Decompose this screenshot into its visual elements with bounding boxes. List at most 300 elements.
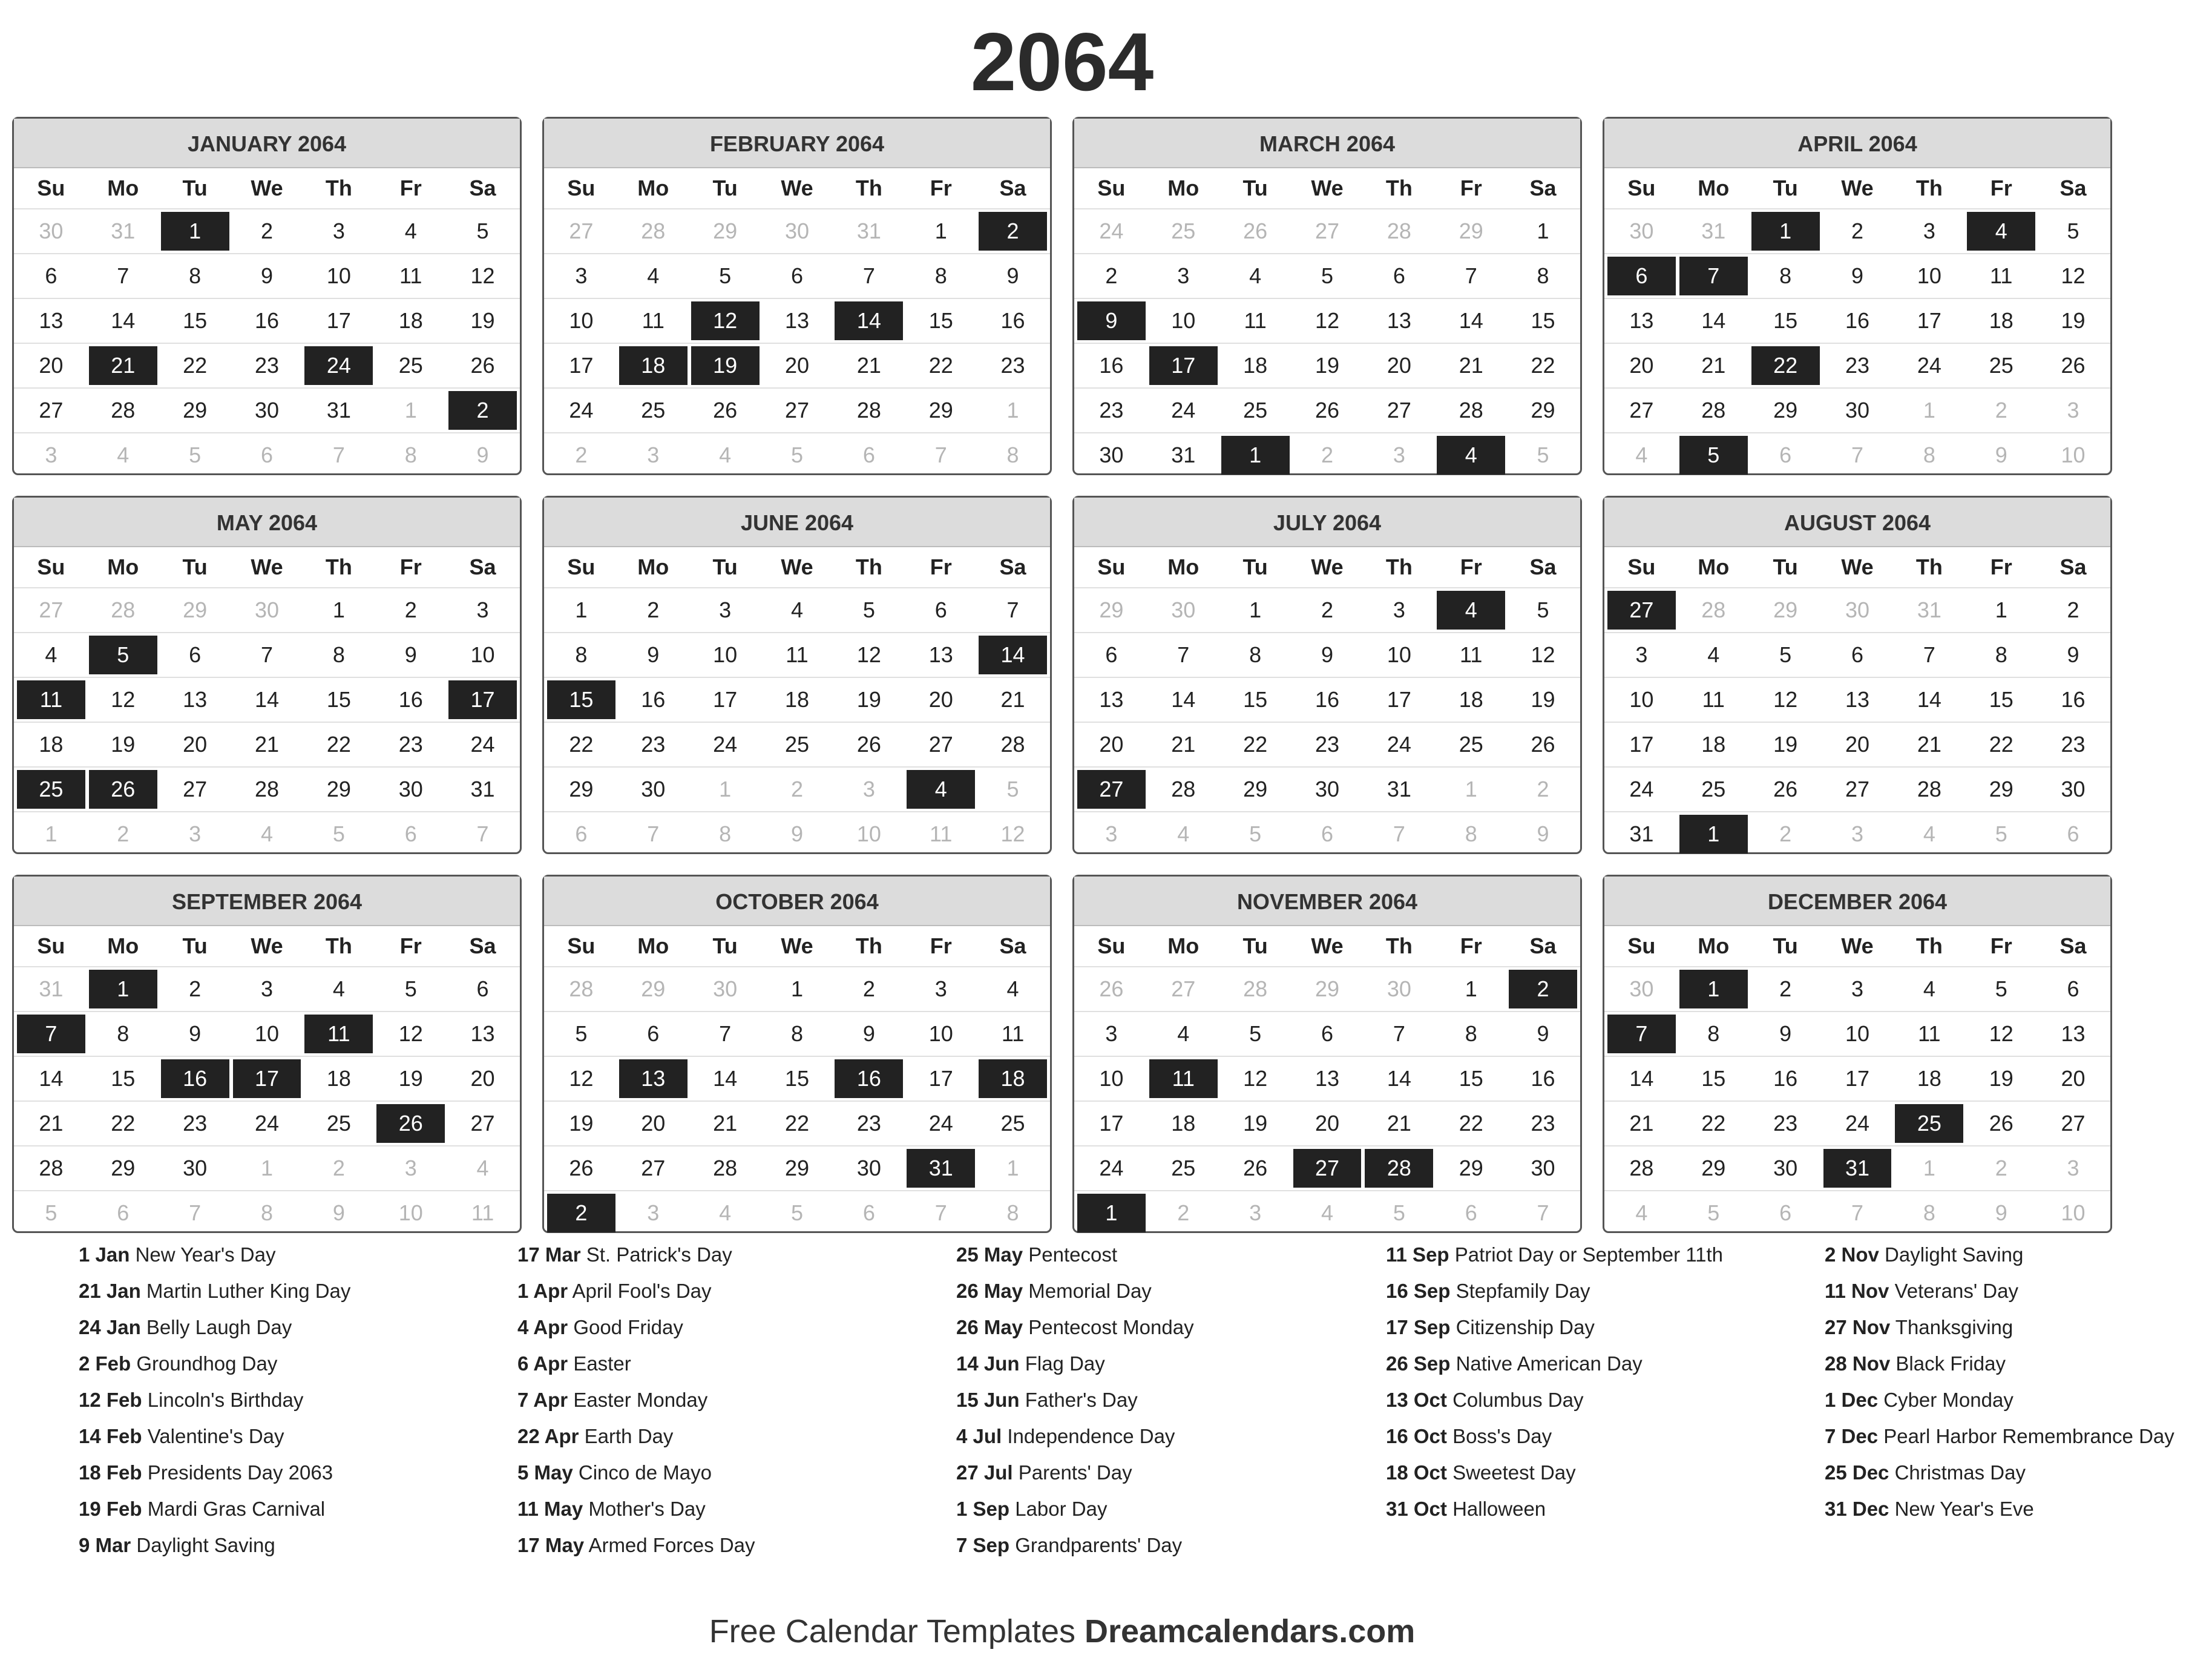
holiday-date: 11 Nov [1825,1280,1889,1302]
day-cell: 5 [1321,263,1333,288]
adjacent-month-day-cell: 5 [1537,442,1549,467]
holiday-date: 9 Mar [79,1534,131,1556]
day-cell: 3 [1923,219,1935,243]
day-cell: 15 [1243,687,1268,712]
holiday-day-cell: 16 [835,1059,903,1098]
holiday-date: 2 Nov [1825,1243,1879,1266]
day-cell: 8 [1537,263,1549,288]
day-cell: 27 [470,1111,495,1136]
day-cell: 18 [398,308,423,333]
adjacent-month-day-cell: 24 [1099,219,1124,243]
weekday-label: Tu [712,176,738,200]
adjacent-month-day-cell: 4 [1635,1200,1648,1225]
day-cell: 2 [647,597,660,622]
week-row [1604,387,2110,432]
holiday-date: 16 Oct [1386,1425,1447,1447]
weekday-header-row [1074,168,1580,208]
day-cell: 26 [569,1156,594,1180]
week-row [1074,811,1580,856]
page-title: 2064 [970,16,1154,108]
adjacent-month-day-cell: 6 [575,821,588,846]
week-row [14,966,520,1011]
day-cell: 23 [1314,732,1340,757]
holiday-name: Valentine's Day [147,1425,284,1447]
day-cell: 2 [2067,597,2079,622]
day-cell: 16 [1314,687,1340,712]
day-cell: 1 [790,976,803,1001]
weekday-label: Mo [1698,176,1730,200]
holiday-column [79,1241,466,1568]
holiday-date: 7 Apr [517,1389,568,1411]
day-cell: 15 [1531,308,1555,333]
holiday-column [1386,1241,1773,1531]
holiday-name: Boss's Day [1452,1425,1552,1447]
holiday-item [1386,1350,1773,1377]
weekday-label: Th [1915,933,1943,958]
day-cell: 9 [260,263,273,288]
holiday-item [517,1386,905,1413]
day-cell: 7 [117,263,130,288]
day-cell: 2 [1779,976,1792,1001]
weekday-label: Th [1915,176,1943,200]
day-cell: 13 [1314,1066,1340,1091]
day-cell: 7 [1006,597,1019,622]
day-cell: 7 [1923,642,1935,667]
day-cell: 4 [404,219,417,243]
weekday-header-row [544,547,1050,587]
day-cell: 28 [1000,732,1025,757]
day-cell: 11 [1990,263,2013,288]
day-cell: 19 [1314,353,1340,378]
day-cell: 3 [1177,263,1190,288]
holiday-day-cell: 27 [1293,1149,1362,1188]
day-cell: 24 [569,398,594,423]
day-cell: 11 [399,263,422,288]
day-cell: 26 [1773,777,1798,801]
day-cell: 15 [784,1066,810,1091]
day-cell: 12 [1989,1021,2013,1046]
adjacent-month-day-cell: 3 [1249,1200,1262,1225]
day-cell: 13 [928,642,953,667]
holiday-item [1386,1495,1773,1522]
day-cell: 16 [1845,308,1870,333]
day-cell: 16 [398,687,423,712]
adjacent-month-day-cell: 3 [45,442,57,467]
day-cell: 15 [1989,687,2013,712]
adjacent-month-day-cell: 27 [1314,219,1340,243]
holiday-name: Columbus Day [1452,1389,1584,1411]
day-cell: 2 [862,976,875,1001]
holiday-date: 14 Feb [79,1425,142,1447]
day-cell: 14 [1387,1066,1411,1091]
adjacent-month-day-cell: 28 [1701,597,1726,622]
holiday-name: Stepfamily Day [1456,1280,1590,1302]
day-cell: 30 [641,777,666,801]
weekday-label: Th [1385,176,1413,200]
week-row [14,722,520,766]
holiday-item [956,1459,1344,1486]
holiday-item [1825,1423,2212,1450]
adjacent-month-day-cell: 3 [1393,442,1405,467]
day-cell: 18 [326,1066,351,1091]
holiday-name: Mother's Day [588,1498,706,1520]
adjacent-month-day-cell: 7 [934,1200,947,1225]
adjacent-month-day-cell: 8 [1923,442,1935,467]
weekday-label: Sa [2059,933,2087,958]
week-row [544,1011,1050,1056]
weekday-label: Mo [637,933,669,958]
weekday-label: We [781,933,813,958]
day-cell: 19 [111,732,136,757]
adjacent-month-day-cell: 7 [189,1200,202,1225]
holiday-day-cell: 12 [691,301,760,340]
day-cell: 30 [1773,1156,1798,1180]
adjacent-month-day-cell: 7 [1851,1200,1863,1225]
day-cell: 24 [1171,398,1196,423]
day-cell: 8 [1465,1021,1477,1046]
day-cell: 27 [2061,1111,2086,1136]
day-cell: 10 [1099,1066,1124,1091]
day-cell: 5 [1249,1021,1262,1046]
holiday-item [956,1241,1344,1268]
day-cell: 4 [1177,1021,1190,1046]
day-cell: 15 [183,308,208,333]
day-cell: 23 [1773,1111,1798,1136]
month-title: JANUARY 2064 [14,119,520,168]
day-cell: 14 [713,1066,738,1091]
day-cell: 10 [470,642,495,667]
weekday-label: Tu [712,554,738,579]
adjacent-month-day-cell: 2 [1995,1156,2007,1180]
weekday-label: Th [325,176,352,200]
day-cell: 28 [713,1156,738,1180]
day-cell: 24 [1099,1156,1124,1180]
month-title: DECEMBER 2064 [1604,877,2110,926]
day-cell: 22 [183,353,208,378]
day-cell: 3 [260,976,273,1001]
day-cell: 26 [2061,353,2086,378]
day-cell: 13 [1387,308,1411,333]
day-cell: 18 [39,732,64,757]
day-cell: 19 [1989,1066,2013,1091]
day-cell: 9 [1321,642,1333,667]
holiday-day-cell: 5 [89,636,157,674]
holiday-day-cell: 5 [1679,436,1748,475]
week-row [544,253,1050,298]
day-cell: 6 [1393,263,1405,288]
holiday-item [956,1350,1344,1377]
adjacent-month-day-cell: 26 [1099,976,1124,1001]
week-row [1604,966,2110,1011]
holiday-item [79,1459,466,1486]
holiday-name: Easter [573,1352,631,1375]
adjacent-month-day-cell: 11 [471,1200,494,1225]
day-cell: 28 [1459,398,1483,423]
holiday-day-cell: 1 [1679,970,1748,1008]
holiday-name: Cyber Monday [1883,1389,2013,1411]
week-row [544,387,1050,432]
week-row [544,1056,1050,1100]
day-cell: 22 [928,353,953,378]
day-cell: 30 [398,777,423,801]
holiday-day-cell: 4 [907,770,975,809]
holiday-item [517,1495,905,1522]
weekday-label: Tu [182,554,208,579]
day-cell: 17 [713,687,738,712]
month-calendar [1072,117,1582,475]
holiday-name: St. Patrick's Day [586,1243,732,1266]
day-cell: 17 [928,1066,953,1091]
holiday-day-cell: 14 [979,636,1047,674]
adjacent-month-day-cell: 28 [641,219,666,243]
adjacent-month-day-cell: 4 [1923,821,1935,846]
day-cell: 28 [1629,1156,1654,1180]
holiday-day-cell: 18 [619,346,688,385]
week-row [14,298,520,343]
adjacent-month-day-cell: 5 [45,1200,57,1225]
adjacent-month-day-cell: 6 [117,1200,130,1225]
day-cell: 24 [1387,732,1411,757]
adjacent-month-day-cell: 28 [111,597,136,622]
day-cell: 9 [2067,642,2079,667]
weekday-label: Su [1097,933,1126,958]
weekday-label: We [781,554,813,579]
day-cell: 18 [1701,732,1726,757]
day-cell: 10 [1917,263,1941,288]
footer [0,1607,2124,1656]
holiday-date: 26 Sep [1386,1352,1451,1375]
week-row [544,766,1050,811]
day-cell: 10 [1629,687,1654,712]
holiday-day-cell: 11 [17,680,85,719]
day-cell: 17 [1845,1066,1870,1091]
day-cell: 25 [1171,1156,1196,1180]
weekday-label: Su [37,554,65,579]
day-cell: 6 [647,1021,660,1046]
day-cell: 11 [1001,1021,1025,1046]
week-row [14,1190,520,1235]
holiday-day-cell: 17 [448,680,517,719]
holiday-name: Groundhog Day [136,1352,278,1375]
holiday-day-cell: 2 [1509,970,1577,1008]
adjacent-month-day-cell: 7 [934,442,947,467]
weekday-label: Th [1915,554,1943,579]
weekday-label: Mo [107,176,139,200]
day-cell: 11 [1918,1021,1941,1046]
day-cell: 1 [1465,976,1477,1001]
adjacent-month-day-cell: 1 [1923,1156,1935,1180]
day-cell: 13 [1845,687,1870,712]
day-cell: 20 [1845,732,1870,757]
week-row [1074,1056,1580,1100]
adjacent-month-day-cell: 31 [1701,219,1726,243]
day-cell: 29 [183,398,208,423]
holiday-day-cell: 4 [1437,436,1505,475]
day-cell: 3 [476,597,489,622]
day-cell: 8 [575,642,588,667]
week-row [1604,1056,2110,1100]
adjacent-month-day-cell: 6 [1779,442,1792,467]
day-cell: 6 [1321,1021,1333,1046]
adjacent-month-day-cell: 9 [1995,442,2007,467]
weekday-label: We [251,933,283,958]
holiday-day-cell: 1 [1077,1194,1146,1232]
adjacent-month-day-cell: 3 [647,1200,660,1225]
adjacent-month-day-cell: 1 [1006,1156,1019,1180]
day-cell: 21 [1459,353,1483,378]
week-row [1604,1190,2110,1235]
day-cell: 2 [189,976,202,1001]
week-row [1074,677,1580,722]
day-cell: 5 [1995,976,2007,1001]
weekday-label: Th [855,933,882,958]
week-row [1604,766,2110,811]
day-cell: 31 [1629,821,1654,846]
holiday-day-cell: 18 [979,1059,1047,1098]
holiday-column [956,1241,1344,1568]
adjacent-month-day-cell: 5 [332,821,345,846]
holiday-column [1825,1241,2212,1531]
adjacent-month-day-cell: 3 [189,821,202,846]
holiday-name: Halloween [1452,1498,1546,1520]
adjacent-month-day-cell: 2 [1779,821,1792,846]
day-cell: 25 [1701,777,1726,801]
holiday-date: 31 Oct [1386,1498,1447,1520]
day-cell: 1 [575,597,588,622]
day-cell: 30 [183,1156,208,1180]
day-cell: 25 [641,398,666,423]
week-row [1074,1100,1580,1145]
day-cell: 12 [1531,642,1555,667]
adjacent-month-day-cell: 1 [45,821,57,846]
day-cell: 10 [326,263,351,288]
week-row [544,722,1050,766]
day-cell: 11 [1702,687,1725,712]
weekday-label: Su [567,554,596,579]
day-cell: 9 [189,1021,202,1046]
holiday-name: Thanksgiving [1895,1316,2013,1338]
holiday-date: 17 May [517,1534,585,1556]
holiday-day-cell: 2 [979,212,1047,251]
holiday-item [1825,1314,2212,1341]
day-cell: 12 [2061,263,2086,288]
adjacent-month-day-cell: 5 [1995,821,2007,846]
holiday-day-cell: 17 [233,1059,301,1098]
day-cell: 5 [2067,219,2079,243]
day-cell: 29 [111,1156,136,1180]
day-cell: 30 [1531,1156,1555,1180]
day-cell: 27 [1387,398,1411,423]
weekday-label: Sa [469,176,496,200]
week-row [1074,766,1580,811]
day-cell: 6 [790,263,803,288]
holiday-date: 15 Jun [956,1389,1020,1411]
month-title: FEBRUARY 2064 [544,119,1050,168]
holiday-day-cell: 1 [1751,212,1820,251]
day-cell: 2 [1321,597,1333,622]
holiday-day-cell: 28 [1365,1149,1433,1188]
adjacent-month-day-cell: 6 [862,1200,875,1225]
holiday-day-cell: 31 [907,1149,975,1188]
holiday-day-cell: 26 [89,770,157,809]
day-cell: 24 [254,1111,280,1136]
week-row [14,811,520,856]
day-cell: 23 [1000,353,1025,378]
month-title: AUGUST 2064 [1604,498,2110,547]
holiday-day-cell: 14 [835,301,903,340]
day-cell: 2 [260,219,273,243]
day-cell: 15 [1701,1066,1726,1091]
adjacent-month-day-cell: 30 [1629,219,1654,243]
week-row [544,208,1050,253]
weekday-label: Th [1385,554,1413,579]
adjacent-month-day-cell: 3 [1105,821,1118,846]
holiday-name: Mardi Gras Carnival [147,1498,326,1520]
holiday-item [956,1495,1344,1522]
day-cell: 7 [1465,263,1477,288]
weekday-label: Tu [1773,933,1798,958]
day-cell: 26 [713,398,738,423]
week-row [14,632,520,677]
adjacent-month-day-cell: 1 [1006,398,1019,423]
holiday-date: 27 Jul [956,1461,1013,1484]
weekday-label: Tu [712,933,738,958]
adjacent-month-day-cell: 7 [332,442,345,467]
day-cell: 15 [1459,1066,1483,1091]
weekday-header-row [1074,926,1580,966]
week-row [544,1145,1050,1190]
adjacent-month-day-cell: 2 [1321,442,1333,467]
day-cell: 22 [1989,732,2013,757]
week-row [1604,632,2110,677]
day-cell: 3 [1393,597,1405,622]
holiday-item [517,1314,905,1341]
day-cell: 29 [569,777,594,801]
day-cell: 10 [254,1021,280,1046]
day-cell: 26 [1314,398,1340,423]
day-cell: 28 [1171,777,1196,801]
day-cell: 24 [470,732,495,757]
holiday-name: Good Friday [573,1316,683,1338]
day-cell: 4 [647,263,660,288]
holiday-name: Native American Day [1456,1352,1643,1375]
holiday-name: Black Friday [1895,1352,2006,1375]
day-cell: 14 [1629,1066,1654,1091]
adjacent-month-day-cell: 6 [260,442,273,467]
footer-site-link[interactable]: Dreamcalendars.com [1085,1613,1416,1650]
day-cell: 23 [1531,1111,1555,1136]
month-calendar [12,496,522,854]
day-cell: 22 [1531,353,1555,378]
weekday-label: Fr [1990,176,2012,200]
day-cell: 16 [2061,687,2086,712]
footer-prefix: Free Calendar Templates [709,1613,1075,1650]
month-calendar [1603,496,2112,854]
adjacent-month-day-cell: 5 [1393,1200,1405,1225]
day-cell: 19 [1243,1111,1268,1136]
week-row [1604,677,2110,722]
holiday-date: 7 Sep [956,1534,1010,1556]
day-cell: 6 [1851,642,1863,667]
holiday-item [1386,1423,1773,1450]
day-cell: 16 [1531,1066,1555,1091]
holiday-day-cell: 31 [1823,1149,1892,1188]
weekday-label: Sa [469,933,496,958]
adjacent-month-day-cell: 6 [862,442,875,467]
day-cell: 10 [1845,1021,1870,1046]
holiday-name: Pearl Harbor Remembrance Day [1883,1425,2174,1447]
day-cell: 6 [934,597,947,622]
